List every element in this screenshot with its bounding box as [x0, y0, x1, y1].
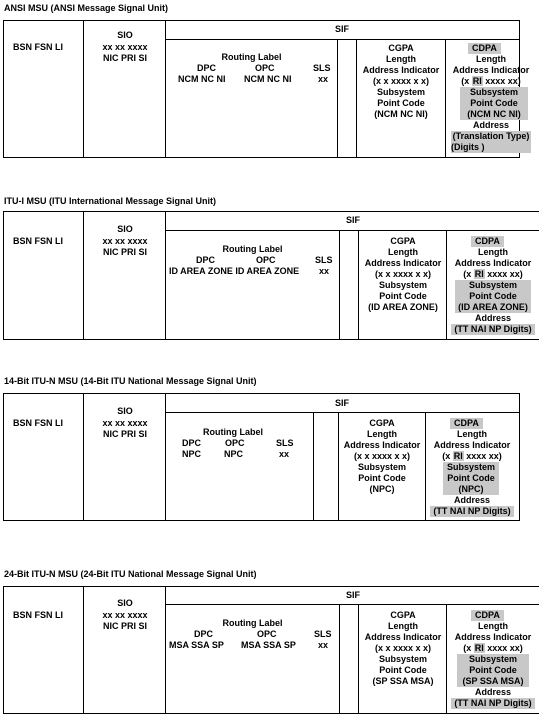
cgpa-subsystem: Subsystem: [378, 654, 428, 664]
cdpa-translation-type: (Translation Type): [452, 131, 530, 141]
sio-label: SIO: [117, 30, 133, 40]
sls-label: SLS: [315, 255, 333, 265]
divider: [339, 604, 340, 713]
cdpa-ai-bits: (x RI xxxx xx): [463, 269, 523, 279]
sio-field-names: NIC PRI SI: [102, 247, 147, 257]
cgpa-label: CGPA: [390, 236, 416, 246]
cgpa-length: Length: [386, 54, 416, 64]
cgpa-ai-bits: (x x xxxx x x): [374, 269, 432, 279]
dpc-fields: MSA SSA SP: [169, 640, 224, 650]
itui-title: ITU-I MSU (ITU International Message Signal Unit): [4, 196, 217, 206]
cdpa-digits: (TT NAI NP Digits): [451, 698, 535, 709]
sls-fields: xx: [279, 449, 290, 459]
routing-indicator: RI: [472, 76, 482, 86]
cdpa-label: CDPA: [471, 236, 504, 247]
sls-label: SLS: [276, 438, 294, 448]
sio-label: SIO: [117, 406, 133, 416]
divider: [165, 412, 519, 413]
dpc-opc-fields: ID AREA ZONE ID AREA ZONE: [169, 266, 300, 276]
cgpa-ai-bits: (x x xxxx x x): [353, 451, 411, 461]
routing-indicator: RI: [474, 269, 484, 279]
sio-fields: xx xx xxxx: [102, 42, 148, 52]
sif-label: SIF: [345, 590, 360, 600]
cgpa-point-code: Point Code: [377, 98, 425, 108]
sls-label: SLS: [313, 63, 331, 73]
cdpa-subsystem: Subsystem: [455, 280, 531, 291]
cgpa-point-code-fields: (ID AREA ZONE): [368, 302, 438, 312]
cdpa-length: Length: [478, 621, 508, 631]
sio-field-names: NIC PRI SI: [102, 429, 147, 439]
cdpa-address: Address: [472, 120, 509, 130]
routing-indicator: RI: [453, 451, 463, 461]
cdpa-subsystem: Subsystem: [460, 87, 528, 98]
cgpa-label: CGPA: [388, 43, 414, 53]
cgpa-point-code: Point Code: [358, 473, 406, 483]
cdpa-length: Length: [457, 429, 487, 439]
cdpa-label: CDPA: [450, 418, 483, 429]
cdpa-ai-bits: (x RI xxxx xx): [442, 451, 502, 461]
dpc-fields: NPC: [182, 449, 202, 459]
divider: [165, 39, 519, 40]
cdpa-subsystem: Subsystem: [443, 462, 499, 473]
routing-label: Routing Label: [222, 618, 283, 628]
bsn-fsn-li-label: BSN FSN LI: [13, 42, 64, 52]
sio-fields: xx xx xxxx: [102, 418, 148, 428]
cgpa-label: CGPA: [390, 610, 416, 620]
cdpa-point-code-fields: (SP SSA MSA): [457, 676, 529, 687]
opc-fields: NPC: [224, 449, 244, 459]
sif-label: SIF: [334, 24, 349, 34]
cdpa-label: CDPA: [471, 610, 504, 621]
cdpa-point-code-fields: (ID AREA ZONE): [455, 302, 531, 313]
dpc-fields: NCM NC NI: [178, 74, 226, 84]
dpc-label: DPC: [182, 438, 202, 448]
sls-fields: xx: [318, 74, 329, 84]
sio-fields: xx xx xxxx: [102, 610, 148, 620]
cgpa-length: Length: [367, 429, 397, 439]
divider: [339, 230, 340, 339]
sif-label: SIF: [334, 398, 349, 408]
opc-fields: MSA SSA SP: [241, 640, 296, 650]
cgpa-address-indicator: Address Indicator: [364, 258, 442, 268]
cgpa-address-indicator: Address Indicator: [362, 65, 440, 75]
cdpa-digits: (Digits ): [451, 142, 531, 153]
sio-field-names: NIC PRI SI: [102, 53, 147, 63]
opc-label: OPC: [256, 255, 276, 265]
routing-label: Routing Label: [221, 52, 282, 62]
divider: [165, 230, 539, 231]
opc-fields: NCM NC NI: [244, 74, 292, 84]
cdpa-address: Address: [474, 313, 511, 323]
routing-label: Routing Label: [222, 244, 283, 254]
sif-label: SIF: [345, 215, 360, 225]
cdpa-label: CDPA: [468, 43, 501, 54]
cdpa-digits: (TT NAI NP Digits): [451, 324, 535, 335]
opc-label: OPC: [225, 438, 245, 448]
dpc-label: DPC: [196, 255, 216, 265]
opc-label: OPC: [255, 63, 275, 73]
cgpa-subsystem: Subsystem: [357, 462, 407, 472]
dpc-label: DPC: [194, 629, 214, 639]
cdpa-length: Length: [476, 54, 506, 64]
routing-indicator: RI: [474, 643, 484, 653]
cgpa-subsystem: Subsystem: [376, 87, 426, 97]
cgpa-length: Length: [388, 247, 418, 257]
cdpa-point-code: Point Code: [457, 665, 529, 676]
cgpa-ai-bits: (x x xxxx x x): [372, 76, 430, 86]
bsn-fsn-li-label: BSN FSN LI: [13, 236, 64, 246]
ansi-title: ANSI MSU (ANSI Message Signal Unit): [4, 3, 169, 13]
cdpa-address-indicator: Address Indicator: [454, 258, 532, 268]
cdpa-address: Address: [453, 495, 490, 505]
cdpa-ai-bits: (x RI xxxx xx): [463, 643, 523, 653]
cdpa-address-indicator: Address Indicator: [452, 65, 530, 75]
cgpa-point-code-fields: (NCM NC NI): [374, 109, 428, 119]
divider: [313, 412, 314, 520]
cdpa-length: Length: [478, 247, 508, 257]
routing-label: Routing Label: [203, 427, 263, 437]
cgpa-point-code: Point Code: [379, 665, 427, 675]
cgpa-address-indicator: Address Indicator: [343, 440, 421, 450]
cgpa-point-code-fields: (SP SSA MSA): [372, 676, 434, 686]
divider: [165, 604, 539, 605]
cdpa-point-code: Point Code: [443, 473, 499, 484]
cdpa-point-code-fields: (NCM NC NI): [460, 109, 528, 120]
itun24-title: 24-Bit ITU-N MSU (24-Bit ITU National Message Signal Unit): [4, 569, 257, 579]
cgpa-address-indicator: Address Indicator: [364, 632, 442, 642]
divider: [337, 39, 338, 157]
sio-label: SIO: [117, 224, 133, 234]
cgpa-subsystem: Subsystem: [378, 280, 428, 290]
cgpa-length: Length: [388, 621, 418, 631]
cdpa-address-indicator: Address Indicator: [433, 440, 511, 450]
bsn-fsn-li-label: BSN FSN LI: [13, 418, 64, 428]
cgpa-ai-bits: (x x xxxx x x): [374, 643, 432, 653]
opc-label: OPC: [257, 629, 277, 639]
cdpa-ai-bits: (x RI xxxx xx): [461, 76, 521, 86]
cdpa-address: Address: [474, 687, 511, 697]
cdpa-point-code: Point Code: [460, 98, 528, 109]
sls-fields: xx: [319, 266, 330, 276]
sls-fields: xx: [318, 640, 329, 650]
cdpa-address-indicator: Address Indicator: [454, 632, 532, 642]
cdpa-point-code-fields: (NPC): [443, 484, 499, 495]
bsn-fsn-li-label: BSN FSN LI: [13, 610, 64, 620]
sio-field-names: NIC PRI SI: [102, 621, 147, 631]
sio-label: SIO: [117, 598, 133, 608]
cdpa-digits: (TT NAI NP Digits): [430, 506, 514, 517]
itun14-title: 14-Bit ITU-N MSU (14-Bit ITU National Message Signal Unit): [4, 376, 257, 386]
cdpa-subsystem: Subsystem: [457, 654, 529, 665]
cdpa-point-code: Point Code: [455, 291, 531, 302]
sio-fields: xx xx xxxx: [102, 236, 148, 246]
cgpa-label: CGPA: [369, 418, 395, 428]
cgpa-point-code: Point Code: [379, 291, 427, 301]
dpc-label: DPC: [197, 63, 217, 73]
sls-label: SLS: [314, 629, 332, 639]
cgpa-point-code-fields: (NPC): [369, 484, 395, 494]
